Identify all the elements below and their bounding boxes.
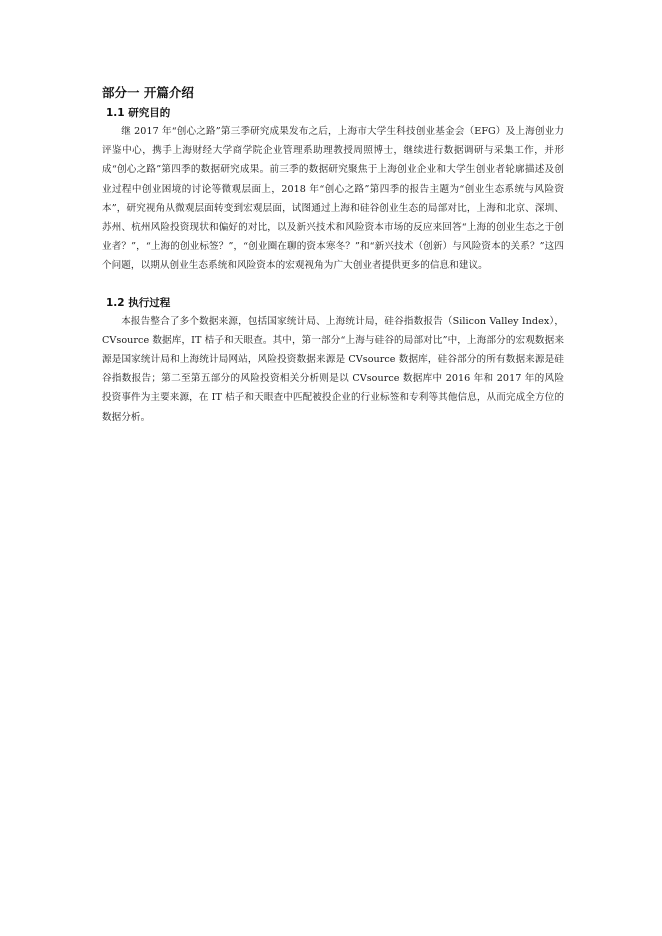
- section-execution-process: [102, 295, 564, 427]
- part-title: 部分一 开篇介绍: [102, 85, 194, 100]
- section-title: 1.2 执行过程: [106, 296, 171, 309]
- section-research-purpose: [102, 105, 564, 276]
- section-spacer: [102, 276, 564, 295]
- section-paragraph: 本报告整合了多个数据来源，包括国家统计局、上海统计局，硅谷指数报告（Silicon Valley Index），CVsource 数据库，IT 桔子和天眼查。其中，第一部分“上海与硅谷的局部对比”中，上海部分的宏观数据来源是国家统计局和上海统计局网站，风险投资数据来源是 CVsource 数据库，硅谷部分的所有数据来源是硅谷指数报告；第二至第五部分的风险投资相关分析则是以 CVsource 数据库中 2016 年和 2017 年的风险投资事件为主要来源，在 IT 桔子和天眼查中匹配被投企业的行业标签和专利等其他信息，从而完成全方位的数据分析。: [102, 315, 564, 423]
- section-paragraph: 继 2017 年“创心之路”第三季研究成果发布之后，上海市大学生科技创业基金会（EFG）及上海创业力评鉴中心，携手上海财经大学商学院企业管理系助理教授周照博士，继续进行数据调研与采集工作，并形成“创心之路”第四季的数据研究成果。前三季的数据研究聚焦于上海创业企业和大学生创业者轮廓描述及创业过程中创业困境的讨论等微观层面上，2018 年“创心之路”第四季的报告主题为“创业生态系统与风险资本”，研究视角从微观层面转变到宏观层面，试图通过上海和硅谷创业生态的局部对比，上海和北京、深圳、苏州、杭州风险投资现状和偏好的对比，以及新兴技术和风险资本市场的反应来回答“上海的创业生态之于创业者？”，“上海的创业标签？”，“创业圈在聊的资本寒冬？”和“新兴技术（创新）与风险资本的关系？”这四个问题，以期从创业生态系统和风险资本的宏观视角为广大创业者提供更多的信息和建议。: [102, 126, 564, 272]
- section-title: 1.1 研究目的: [106, 107, 171, 119]
- document-page: [102, 84, 564, 427]
